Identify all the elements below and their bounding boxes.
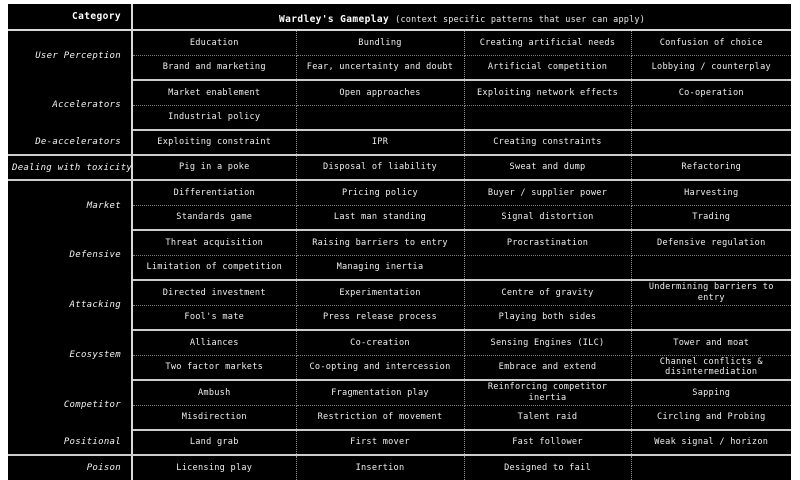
category-label-market: Market	[8, 180, 132, 230]
gameplay-cell: Co-opting and intercession	[296, 355, 464, 380]
gameplay-cell: Experimentation	[296, 280, 464, 305]
table-title-header	[132, 4, 791, 30]
gameplay-cell-empty	[631, 130, 791, 155]
gameplay-cell: Disposal of liability	[296, 155, 464, 180]
table-row	[8, 30, 791, 55]
gameplay-cell: Directed investment	[132, 280, 296, 305]
gameplay-cell: Buyer / supplier power	[464, 180, 631, 205]
category-label-accelerators: Accelerators	[8, 80, 132, 130]
gameplay-cell: Misdirection	[132, 405, 296, 430]
gameplay-cell-empty	[631, 455, 791, 480]
gameplay-cell: Designed to fail	[464, 455, 631, 480]
gameplay-cell: Differentiation	[132, 180, 296, 205]
gameplay-cell: Press release process	[296, 305, 464, 330]
gameplay-cell: Fear, uncertainty and doubt	[296, 55, 464, 80]
category-label-attacking: Attacking	[8, 280, 132, 330]
gameplay-cell-empty	[464, 255, 631, 280]
category-label-ecosystem: Ecosystem	[8, 330, 132, 380]
table-title: Wardley's Gameplay	[278, 14, 390, 25]
gameplay-cell: Two factor markets	[132, 355, 296, 380]
gameplay-cell: Fool's mate	[132, 305, 296, 330]
table-row	[8, 155, 791, 180]
gameplay-cell: Embrace and extend	[464, 355, 631, 380]
gameplay-cell: Sensing Engines (ILC)	[464, 330, 631, 355]
gameplay-cell: Tower and moat	[631, 330, 791, 355]
gameplay-cell: Standards game	[132, 205, 296, 230]
table-header	[8, 4, 791, 30]
category-label-defensive: Defensive	[8, 230, 132, 280]
gameplay-cell: Harvesting	[631, 180, 791, 205]
category-label-competitor: Competitor	[8, 380, 132, 430]
table-subtitle: (context specific patterns that user can apply)	[395, 15, 646, 25]
gameplay-cell: Reinforcing competitor inertia	[464, 380, 631, 405]
gameplay-cell: Limitation of competition	[132, 255, 296, 280]
table-row	[8, 180, 791, 205]
category-column-header: Category	[8, 4, 132, 30]
gameplay-cell: Market enablement	[132, 80, 296, 105]
gameplay-cell-empty	[631, 105, 791, 130]
gameplay-cell: Education	[132, 30, 296, 55]
gameplay-cell: Pricing policy	[296, 180, 464, 205]
gameplay-cell: Talent raid	[464, 405, 631, 430]
gameplay-cell: Creating artificial needs	[464, 30, 631, 55]
gameplay-cell: Procrastination	[464, 230, 631, 255]
gameplay-cell-empty	[631, 305, 791, 330]
gameplay-cell: Undermining barriers to entry	[631, 280, 791, 305]
gameplay-cell: Restriction of movement	[296, 405, 464, 430]
gameplay-cell: Bundling	[296, 30, 464, 55]
gameplay-cell: Open approaches	[296, 80, 464, 105]
gameplay-cell: Channel conflicts & disintermediation	[631, 355, 791, 380]
gameplay-cell: Brand and marketing	[132, 55, 296, 80]
gameplay-cell: Confusion of choice	[631, 30, 791, 55]
table-row	[8, 230, 791, 255]
gameplay-cell: Industrial policy	[132, 105, 296, 130]
gameplay-cell: Centre of gravity	[464, 280, 631, 305]
table-row	[8, 280, 791, 305]
gameplay-cell: Co-operation	[631, 80, 791, 105]
table-row	[8, 455, 791, 480]
gameplay-cell: Exploiting network effects	[464, 80, 631, 105]
table-row	[8, 330, 791, 355]
gameplay-cell: Fragmentation play	[296, 380, 464, 405]
gameplay-cell: Sweat and dump	[464, 155, 631, 180]
gameplay-cell: Fast follower	[464, 430, 631, 455]
gameplay-cell: Ambush	[132, 380, 296, 405]
table-row	[8, 430, 791, 455]
gameplay-cell: Threat acquisition	[132, 230, 296, 255]
gameplay-cell: Circling and Probing	[631, 405, 791, 430]
table-row	[8, 80, 791, 105]
header-row	[8, 4, 791, 30]
table-row	[8, 130, 791, 155]
category-label-poison: Poison	[8, 455, 132, 480]
wardley-gameplay-table-sheet	[8, 4, 791, 473]
gameplay-cell: Artificial competition	[464, 55, 631, 80]
gameplay-cell-empty	[631, 255, 791, 280]
table-row	[8, 380, 791, 405]
gameplay-cell: Alliances	[132, 330, 296, 355]
gameplay-cell: Co-creation	[296, 330, 464, 355]
category-label-user-perception: User Perception	[8, 30, 132, 80]
gameplay-cell: Managing inertia	[296, 255, 464, 280]
gameplay-cell: Raising barriers to entry	[296, 230, 464, 255]
gameplay-cell: Insertion	[296, 455, 464, 480]
gameplay-cell: Pig in a poke	[132, 155, 296, 180]
gameplay-cell: Playing both sides	[464, 305, 631, 330]
gameplay-cell: First mover	[296, 430, 464, 455]
gameplay-cell: Last man standing	[296, 205, 464, 230]
gameplay-cell: Signal distortion	[464, 205, 631, 230]
gameplay-cell: Lobbying / counterplay	[631, 55, 791, 80]
category-label-positional: Positional	[8, 430, 132, 455]
gameplay-cell: Exploiting constraint	[132, 130, 296, 155]
gameplay-cell: IPR	[296, 130, 464, 155]
category-label-de-accelerators: De-accelerators	[8, 130, 132, 155]
gameplay-cell: Trading	[631, 205, 791, 230]
category-label-dealing-with-toxicity: Dealing with toxicity	[8, 155, 132, 180]
gameplay-cell-empty	[464, 105, 631, 130]
gameplay-cell: Creating constraints	[464, 130, 631, 155]
gameplay-cell: Defensive regulation	[631, 230, 791, 255]
gameplay-cell: Weak signal / horizon	[631, 430, 791, 455]
gameplay-cell: Land grab	[132, 430, 296, 455]
gameplay-cell: Refactoring	[631, 155, 791, 180]
gameplay-cell-empty	[296, 105, 464, 130]
table-body	[8, 30, 791, 480]
gameplay-cell: Licensing play	[132, 455, 296, 480]
wardley-gameplay-table	[8, 4, 791, 480]
gameplay-cell: Sapping	[631, 380, 791, 405]
